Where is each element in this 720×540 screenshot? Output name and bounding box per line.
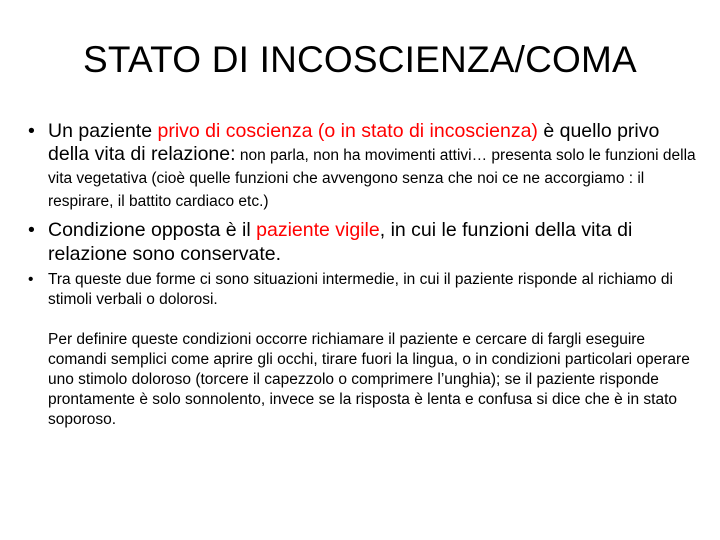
definition-paragraph: Per definire queste condizioni occorre richiamare il paziente e cercare di fargli eseguire comandi semplici come aprire gli occhi, tirare fuori la lingua, o in condizioni particolari operare uno stimolo doloroso (torcere il capezzolo o comprimere l’unghia); se il paziente risponde prontamente è solo sonnolento, invece se la risposta è lenta e confusa si dice che è in stato soporoso. bbox=[48, 331, 690, 428]
bullet-unconscious bbox=[28, 120, 700, 212]
bullet-detail: non parla, non ha movimenti attivi… presenta solo le funzioni della vita vegetativa (cioè quelle funzioni che avvengono senza che noi ce ne accorgiamo : il respirare, il battito cardiaco etc.) bbox=[48, 147, 696, 210]
bullet-text: Condizione opposta è il bbox=[48, 219, 257, 241]
bullet-text: , in cui le funzioni della vita di relazione sono conservate. bbox=[48, 219, 633, 265]
bullet-text: Un paziente bbox=[48, 120, 158, 142]
bullet-marker: • bbox=[28, 219, 35, 241]
bullet-text: è quello privo della vita di relazione: bbox=[48, 120, 660, 165]
highlight-text: privo di coscienza (o in stato di incoscienza) bbox=[157, 120, 538, 142]
slide-title: STATO DI INCOSCIENZA/COMA bbox=[83, 39, 637, 80]
bullet-marker: • bbox=[28, 120, 35, 142]
slide-content bbox=[28, 120, 700, 430]
bullet-text: Tra queste due forme ci sono situazioni intermedie, in cui il paziente risponde al richiamo di stimoli verbali o dolorosi. bbox=[48, 271, 673, 308]
bullet-intermediate bbox=[28, 270, 700, 310]
highlight-text: paziente vigile bbox=[256, 219, 380, 241]
bullet-vigilant bbox=[28, 218, 700, 266]
bullet-marker: • bbox=[28, 271, 34, 288]
